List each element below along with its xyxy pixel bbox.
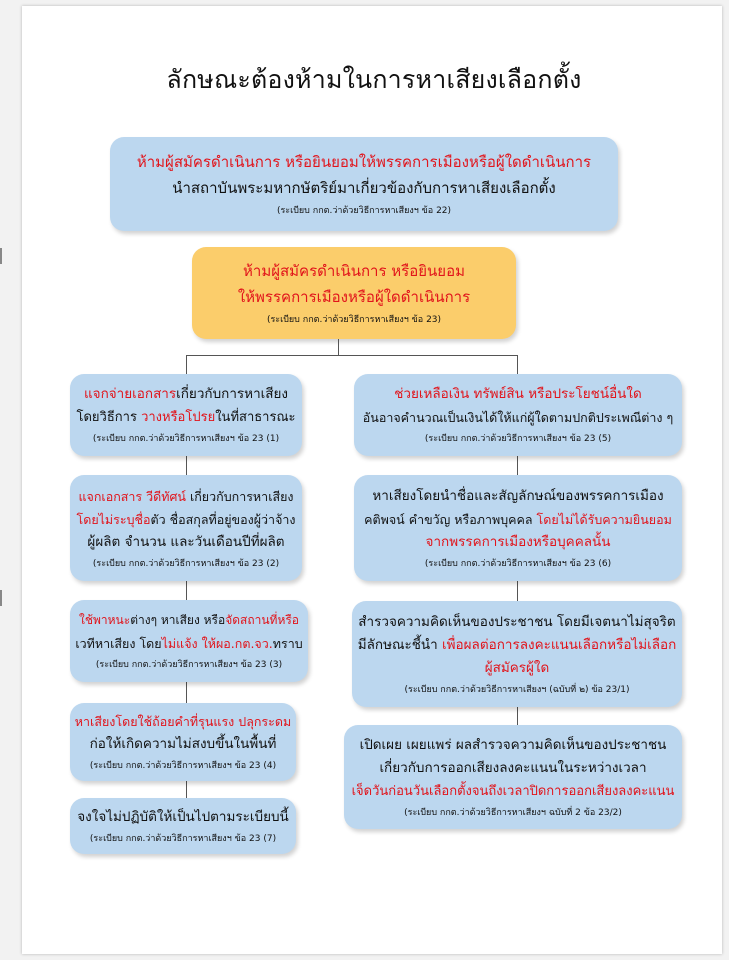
left-box-4-l2: ก่อให้เกิดความไม่สงบขึ้นในพื้นที่ [89, 736, 277, 752]
connector-horizontal [186, 355, 517, 356]
left-box-3-l2e: ทราบ [272, 636, 303, 651]
left-box-1-l1a: แจกจ่ายเอกสาร [83, 386, 177, 402]
right-box-4-l1: เปิดเผย เผยแพร่ ผลสำรวจความคิดเห็นของประชาชน [359, 736, 667, 753]
left-box-2-l1b: เกี่ยวกับการหาเสียง [185, 488, 294, 504]
connector-center-down [338, 339, 339, 355]
left-box-1-l1b: เกี่ยวกับการหาเสียง [176, 386, 289, 402]
right-box-3-l2b: เพื่อผลต่อการลงคะแนนเลือกหรือไม่เลือก [442, 636, 677, 653]
edge-mark-bottom [0, 590, 2, 606]
left-box-2-l3: ผู้ผลิต จำนวน และวันเดือนปีที่ผลิต [87, 533, 285, 550]
left-box-3-l1b: ต่างๆ หาเสียง หรือ [130, 613, 226, 627]
connector-left-2-3 [186, 581, 187, 600]
left-box-4 [70, 703, 296, 781]
top-box-line2: นำสถาบันพระมหากษัตริย์มาเกี่ยวข้องกับการหาเสียงเลือกตั้ง [172, 179, 556, 197]
top-box [110, 137, 618, 231]
right-box-1 [354, 374, 682, 456]
left-box-1-l2c: ในที่สาธารณะ [215, 410, 296, 425]
left-box-1-ref: (ระเบียบ กกต.ว่าด้วยวิธีการหาเสียงฯ ข้อ 23 (1) [92, 434, 280, 444]
left-box-5-l1: จงใจไม่ปฏิบัติให้เป็นไปตามระเบียบนี้ [77, 808, 289, 825]
left-box-4-l1: หาเสียงโดยใช้ถ้อยคำที่รุนแรง ปลุกระดม [74, 714, 292, 729]
left-box-3-l2a: เวทีหาเสียง โดย [75, 636, 162, 651]
left-box-3-l2d: ให้ผอ.กต.จว. [201, 636, 273, 651]
top-box-ref: (ระเบียบ กกต.ว่าด้วยวิธีการหาเสียงฯ ข้อ 22) [276, 206, 452, 216]
connector-right-top [517, 355, 518, 374]
right-box-4-l2: เกี่ยวกับการออกเสียงลงคะแนนในระหว่างเวลา [379, 759, 647, 776]
left-box-3-l1c: จัดสถานที่หรือ [225, 613, 300, 627]
right-box-3-ref: (ระเบียบ กกต.ว่าด้วยวิธีการหาเสียงฯ (ฉบับที่ ๒) ข้อ 23/1) [404, 684, 630, 695]
left-box-2-ref: (ระเบียบ กกต.ว่าด้วยวิธีการหาเสียงฯ ข้อ 23 (2) [92, 558, 280, 569]
page-title: ลักษณะต้องห้ามในการหาเสียงเลือกตั้ง [166, 65, 582, 94]
right-box-4 [344, 725, 682, 829]
connector-right-2-3 [517, 581, 518, 601]
left-box-2-l2b: ตัว ชื่อสกุลที่อยู่ของผู้ว่าจ้าง [150, 511, 296, 527]
right-box-1-l1: ช่วยเหลือเงิน ทรัพย์สิน หรือประโยชน์อื่นใด [394, 386, 642, 402]
right-box-4-ref: (ระเบียบ กกต.ว่าด้วยวิธีการหาเสียงฯ ฉบับที่ 2 ข้อ 23/2) [404, 807, 622, 818]
left-box-3-l2b: ไม่แจ้ง [161, 636, 198, 651]
left-box-1-l2b: วางหรือโปรย [141, 410, 216, 425]
connector-right-1-2 [517, 456, 518, 475]
left-box-2-l2a: โดยไม่ระบุชื่อ [76, 511, 151, 527]
right-box-2-l2b: โดยไม่ได้รับความยินยอม [536, 511, 672, 527]
right-box-1-ref: (ระเบียบ กกต.ว่าด้วยวิธีการหาเสียงฯ ข้อ 23 (5) [424, 434, 612, 444]
left-box-4-ref: (ระเบียบ กกต.ว่าด้วยวิธีการหาเสียงฯ ข้อ 23 (4) [89, 761, 277, 771]
left-box-3-l1a: ใช้พาหนะ [78, 613, 131, 627]
right-box-4-l3: เจ็ดวันก่อนวันเลือกตั้งจนถึงเวลาปิดการออกเสียงลงคะแนน [351, 783, 675, 799]
right-box-2 [354, 475, 682, 581]
left-box-3 [70, 600, 308, 682]
right-box-3 [352, 601, 682, 707]
right-box-2-l3: จากพรรคการเมืองหรือบุคคลนั้น [425, 533, 611, 550]
center-box [192, 247, 516, 339]
center-box-ref: (ระเบียบ กกต.ว่าด้วยวิธีการหาเสียงฯ ข้อ 23) [266, 315, 442, 325]
top-box-line1: ห้ามผู้สมัครดำเนินการ หรือยินยอมให้พรรคการเมืองหรือผู้ใดดำเนินการ [136, 153, 592, 171]
right-box-2-ref: (ระเบียบ กกต.ว่าด้วยวิธีการหาเสียงฯ ข้อ 23 (6) [424, 558, 612, 569]
connector-left-3-4 [186, 682, 187, 703]
left-box-2-l1a: แจกเอกสาร วีดีทัศน์ [78, 488, 186, 504]
right-box-1-l2: อันอาจคำนวณเป็นเงินได้ให้แก่ผู้ใดตามปกติประเพณีต่าง ๆ [362, 410, 674, 425]
right-box-2-l1: หาเสียงโดยนำชื่อและสัญลักษณ์ของพรรคการเมือง [372, 487, 664, 504]
right-box-3-l2a: มีลักษณะชี้นำ [357, 636, 443, 653]
center-box-line2: ให้พรรคการเมืองหรือผู้ใดดำเนินการ [237, 288, 471, 306]
left-box-5-ref: (ระเบียบ กกต.ว่าด้วยวิธีการหาเสียงฯ ข้อ 23 (7) [89, 833, 277, 844]
connector-left-top [186, 355, 187, 374]
connector-right-3-4 [517, 707, 518, 725]
right-box-3-l3: ผู้สมัครผู้ใด [484, 659, 550, 676]
left-box-5 [70, 798, 296, 854]
connector-left-4-5 [186, 781, 187, 798]
edge-mark-top [0, 248, 2, 264]
center-box-line1: ห้ามผู้สมัครดำเนินการ หรือยินยอม [243, 262, 465, 280]
right-box-2-l2a: คติพจน์ คำขวัญ หรือภาพบุคคล [364, 511, 537, 527]
left-box-3-ref: (ระเบียบ กกต.ว่าด้วยวิธีการหาเสียงฯ ข้อ 23 (3) [95, 660, 283, 670]
right-box-3-l1: สำรวจความคิดเห็นของประชาชน โดยมีเจตนาไม่สุจริต [358, 613, 676, 630]
left-box-2 [70, 475, 302, 581]
left-box-1 [70, 374, 302, 456]
left-box-1-l2a: โดยวิธีการ [76, 410, 142, 425]
connector-left-1-2 [186, 456, 187, 475]
